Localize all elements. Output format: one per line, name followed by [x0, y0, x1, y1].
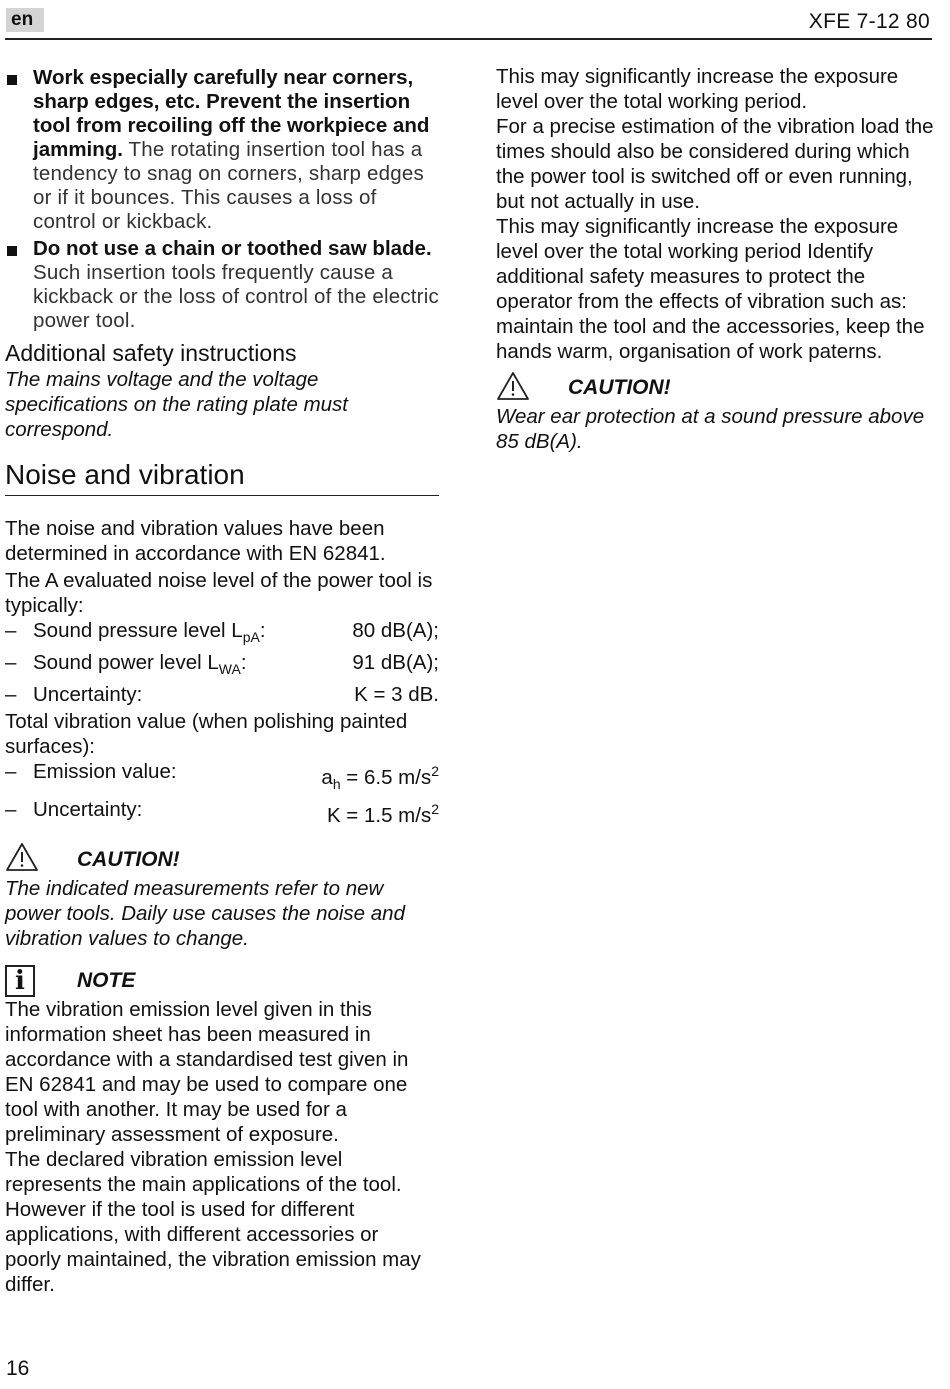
spec-subscript: h — [332, 776, 341, 793]
square-bullet-icon — [5, 237, 33, 333]
spec-value: K = 3 dB. — [354, 683, 439, 707]
left-column — [5, 62, 439, 1297]
spec-dash: – — [5, 760, 17, 784]
vibration-load-paragraph: For a precise estimation of the vibration load the times should also be considered during which the power tool is switched off or even running, but not actually in use. — [496, 115, 934, 213]
spec-dash: – — [5, 619, 17, 642]
caution-header — [5, 844, 439, 876]
spec-row — [5, 759, 439, 797]
spec-value-symbol: a — [321, 766, 333, 790]
caution-title: CAUTION! — [568, 376, 671, 399]
additional-safety-heading: Additional safety instructions — [5, 340, 297, 366]
square-bullet-icon — [5, 66, 33, 234]
spec-subscript: WA — [218, 661, 241, 678]
spec-subscript: pA — [242, 629, 260, 646]
caution-text: The indicated measurements refer to new power tools. Daily use causes the noise and vibration values to change. — [5, 876, 405, 950]
spec-label: Uncertainty: — [33, 683, 143, 707]
spec-superscript: 2 — [431, 801, 439, 818]
bullet-text: Such insertion tools frequently cause a kickback or the loss of control of the electric power tool. — [33, 261, 439, 332]
spec-colon: : — [240, 651, 247, 675]
exposure-paragraph: This may significantly increase the exposure level over the total working period. — [496, 65, 899, 113]
bullet-text: The rotating insertion tool has a tendency to snag on corners, sharp edges or if it bounces. This causes a loss of control or kickback. — [33, 138, 424, 233]
info-icon: i — [5, 965, 35, 997]
spec-dash: – — [5, 798, 17, 822]
spec-label: Emission value: — [33, 760, 177, 784]
vibration-spec-list — [5, 759, 439, 828]
section-heading: Noise and vibration — [5, 458, 439, 496]
noise-spec-list — [5, 618, 439, 707]
spec-value: 91 dB(A); — [352, 651, 439, 675]
noise-intro: The A evaluated noise level of the power tool is typically: — [5, 569, 433, 617]
spec-dash: – — [5, 651, 17, 675]
language-tab: en — [6, 8, 44, 32]
document-title: XFE 7-12 80 — [808, 10, 930, 33]
bullet-item — [5, 237, 439, 333]
bullet-bold-text: Work especially carefully near corners, sharp edges, etc. Prevent the insertion tool from recoiling off the workpiece and jamming. — [33, 66, 430, 161]
caution-title: CAUTION! — [77, 847, 180, 871]
spec-row — [5, 650, 439, 682]
note-text: The vibration emission level given in this information sheet has been measured in accordance with a standardised test given in EN 62841 and may be used to compare one tool with another. It may be used for a preliminary assessment of exposure. — [5, 997, 409, 1146]
safety-measures-paragraph: This may significantly increase the exposure level over the total working period Identify additional safety measures to protect the operator from the effects of vibration such as: maintain the tool and the accessories, keep the hands warm, organisation of work paterns. — [496, 215, 925, 363]
spec-label: Sound pressure level L — [33, 619, 243, 642]
additional-safety-text: The mains voltage and the voltage specifications on the rating plate must correspond. — [5, 368, 348, 441]
spec-colon: : — [259, 619, 266, 642]
note-title: NOTE — [77, 968, 136, 992]
page-number: 16 — [6, 1357, 30, 1380]
spec-value: = 6.5 m/s — [340, 766, 432, 790]
spec-label: Uncertainty: — [33, 798, 143, 822]
bullet-item — [5, 66, 439, 234]
note-header — [5, 965, 439, 997]
intro-paragraph: The noise and vibration values have been determined in accordance with EN 62841. — [5, 517, 386, 565]
spec-value: K = 1.5 m/s — [326, 803, 432, 827]
vibration-intro: Total vibration value (when polishing painted surfaces): — [5, 710, 408, 759]
spec-label: Sound power level L — [33, 651, 219, 675]
spec-row — [5, 797, 439, 828]
note-text-2: The declared vibration emission level represents the main applications of the tool. However if the tool is used for different applications, with different accessories or poorly maintained, the vibration emission may differ. — [5, 1147, 421, 1296]
warning-triangle-icon — [496, 371, 568, 406]
bullet-bold-text: Do not use a chain or toothed saw blade. — [33, 237, 432, 260]
warning-triangle-icon — [5, 842, 77, 877]
spec-row — [5, 682, 439, 707]
spec-value: 80 dB(A); — [352, 619, 439, 642]
caution-text: Wear ear protection at a sound pressure above 85 dB(A). — [496, 405, 925, 453]
spec-superscript: 2 — [431, 763, 439, 780]
header-rule — [5, 38, 932, 40]
right-column — [496, 62, 936, 454]
spec-row — [5, 618, 439, 650]
spec-dash: – — [5, 683, 17, 707]
caution-header — [496, 372, 936, 404]
